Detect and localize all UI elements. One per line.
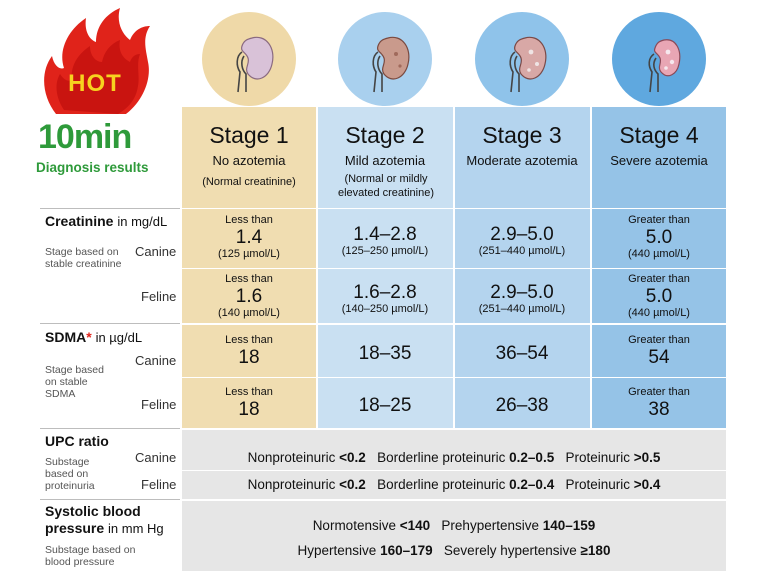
creatinine-canine-stage4: Greater than 5.0 (440 µmol/L): [628, 214, 690, 260]
row-divider: [182, 499, 726, 501]
kidney-icon: [475, 12, 569, 106]
upc-feline-row: Nonproteinuric <0.2 Borderline proteinuric 0.2–0.4 Proteinuric >0.4: [247, 477, 661, 492]
label-divider: [40, 208, 180, 209]
row-divider: [182, 268, 726, 269]
row-divider: [182, 377, 726, 378]
stage1-note: (Normal creatinine): [202, 176, 296, 188]
stage4-kidney-image: [612, 12, 706, 106]
stage2-desc: Mild azotemia: [344, 153, 426, 168]
flame-icon: [38, 6, 158, 124]
sdma-title: SDMA* in µg/dL: [45, 329, 143, 345]
sdma-feline-stage2: 18–25: [358, 395, 412, 416]
bp-row-2: Hypertensive 160–179 Severely hypertensive ≥180: [297, 543, 611, 558]
bp-note: Substage based on blood pressure: [45, 544, 136, 568]
creatinine-note: Stage based on stable creatinine: [45, 246, 122, 270]
creatinine-title: Creatinine in mg/dL: [45, 213, 168, 229]
stage3-kidney-image: [475, 12, 569, 106]
sdma-canine-stage4: Greater than 54: [628, 334, 690, 368]
sdma-canine-stage2: 18–35: [358, 343, 412, 364]
upc-canine-row: Nonproteinuric <0.2 Borderline proteinuric 0.2–0.5 Proteinuric >0.5: [247, 450, 661, 465]
label-divider: [40, 323, 180, 324]
bp-band: [182, 501, 726, 571]
creatinine-feline-label: Feline: [141, 289, 177, 304]
label-divider: [40, 499, 180, 500]
stage3-title: Stage 3: [482, 122, 562, 148]
creatinine-feline-stage4: Greater than 5.0 (440 µmol/L): [628, 273, 690, 319]
creatinine-canine-stage2: 1.4–2.8 (125–250 µmol/L): [341, 224, 429, 257]
row-divider: [182, 470, 726, 471]
upc-feline-label: Feline: [141, 477, 177, 492]
stage1-kidney-image: [202, 12, 296, 106]
upc-canine-label: Canine: [135, 450, 177, 465]
kidney-icon: [612, 12, 706, 106]
creatinine-feline-stage2: 1.6–2.8 (140–250 µmol/L): [341, 282, 429, 315]
bp-row-1: Normotensive <140 Prehypertensive 140–159: [312, 518, 596, 533]
bp-title: Systolic blood pressure in mm Hg: [45, 503, 164, 536]
stage1-desc: No azotemia: [212, 153, 286, 168]
hot-badge: [38, 6, 158, 124]
creatinine-feline-stage3: 2.9–5.0 (251–440 µmol/L): [478, 282, 566, 315]
sdma-canine-label: Canine: [135, 353, 177, 368]
stage3-desc: Moderate azotemia: [466, 153, 578, 168]
stage4-desc: Severe azotemia: [610, 153, 708, 168]
time-label: 10min: [38, 118, 132, 156]
stage2-title: Stage 2: [345, 122, 425, 148]
sdma-feline-stage4: Greater than 38: [628, 386, 690, 420]
hot-label: HOT: [68, 70, 122, 97]
stage2-note: (Normal or mildly elevated creatinine): [338, 173, 435, 199]
upc-note: Substage based on proteinuria: [45, 456, 95, 492]
sdma-feline-label: Feline: [141, 397, 177, 412]
stage4-title: Stage 4: [619, 122, 699, 148]
sdma-note: Stage based on stable SDMA: [45, 364, 104, 400]
kidney-icon: [202, 12, 296, 106]
creatinine-canine-label: Canine: [135, 244, 177, 259]
creatinine-feline-stage1: Less than 1.6 (140 µmol/L): [218, 273, 280, 319]
sdma-feline-stage3: 26–38: [495, 395, 549, 416]
sdma-canine-stage1: Less than 18: [225, 334, 273, 368]
badge-subtitle: Diagnosis results: [36, 160, 149, 175]
upc-title: UPC ratio: [45, 433, 109, 449]
kidney-icon: [338, 12, 432, 106]
stage1-title: Stage 1: [209, 122, 289, 148]
label-divider: [40, 428, 180, 429]
creatinine-canine-stage3: 2.9–5.0 (251–440 µmol/L): [478, 224, 566, 257]
row-divider: [182, 208, 726, 209]
row-divider: [182, 323, 726, 325]
sdma-canine-stage3: 36–54: [495, 343, 549, 364]
sdma-feline-stage1: Less than 18: [225, 386, 273, 420]
stage2-kidney-image: [338, 12, 432, 106]
creatinine-canine-stage1: Less than 1.4 (125 µmol/L): [218, 214, 280, 260]
